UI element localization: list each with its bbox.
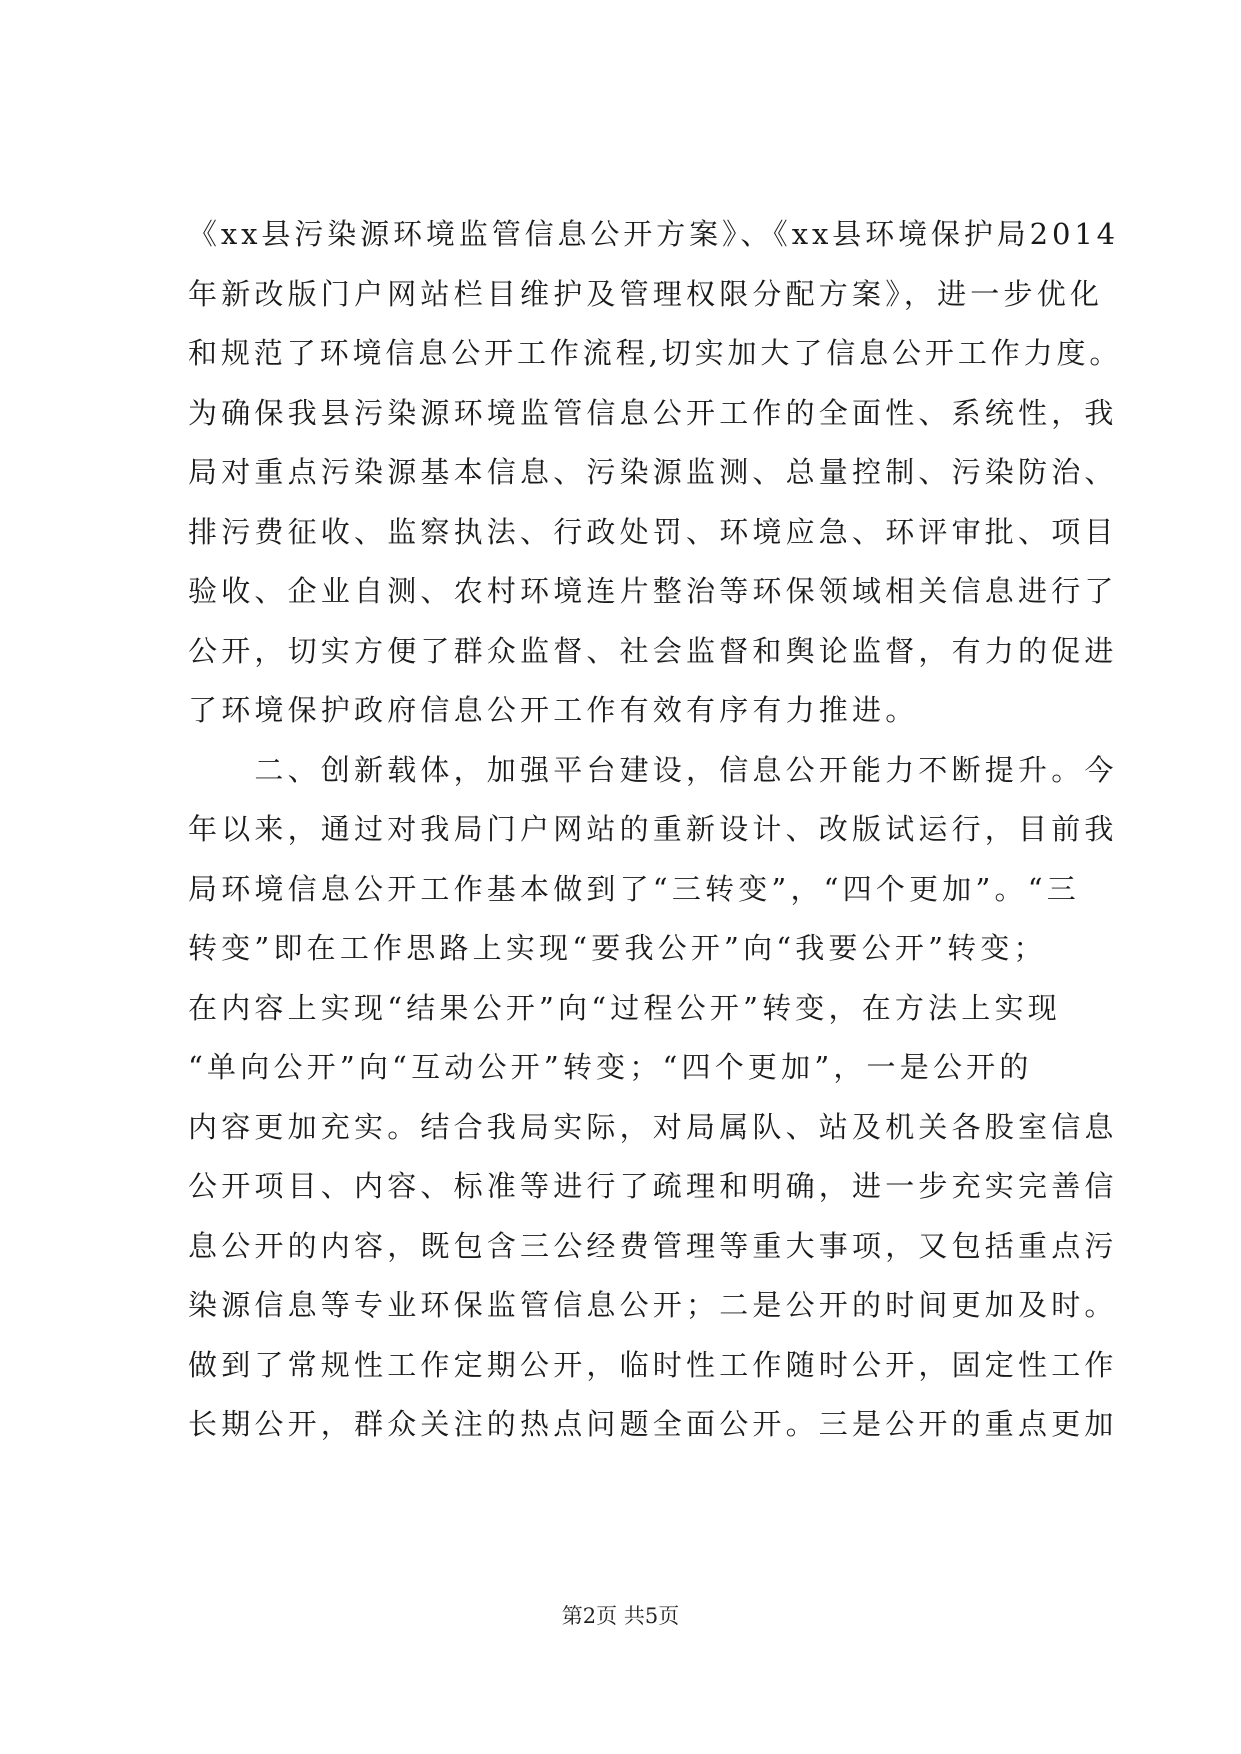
- text-line: “单向公开”向“互动公开”转变；“四个更加”，一是公开的: [188, 1050, 1033, 1084]
- text-line: 为确保我县污染源环境监管信息公开工作的全面性、系统性，我: [188, 395, 1118, 430]
- text-line: 公开项目、内容、标准等进行了疏理和明确，进一步充实完善信: [188, 1169, 1118, 1203]
- text-line: 局环境信息公开工作基本做到了“三转变”，“四个更加”。“三: [188, 871, 1080, 906]
- text-line: 在内容上实现“结果公开”向“过程公开”转变，在方法上实现: [188, 990, 1061, 1025]
- text-line: 《xx县污染源环境监管信息公开方案》、《xx县环境保护局2014: [188, 217, 1120, 251]
- text-line: 转变”即在工作思路上实现“要我公开”向“我要公开”转变；: [188, 931, 1047, 965]
- text-line: 二、创新载体，加强平台建设，信息公开能力不断提升。今: [188, 752, 1118, 787]
- text-line: 排污费征收、监察执法、行政处罚、环境应急、环评审批、项目: [188, 514, 1118, 549]
- text-line: 公开，切实方便了群众监督、社会监督和舆论监督，有力的促进: [188, 633, 1118, 668]
- page-footer: 第2页 共5页: [561, 1604, 680, 1628]
- body-text: [188, 205, 1128, 1455]
- text-line: 做到了常规性工作定期公开，临时性工作随时公开，固定性工作: [188, 1347, 1118, 1382]
- text-line: 内容更加充实。结合我局实际，对局属队、站及机关各股室信息: [188, 1109, 1118, 1144]
- text-line: 验收、企业自测、农村环境连片整治等环保领域相关信息进行了: [188, 574, 1118, 608]
- text-line: 年新改版门户网站栏目维护及管理权限分配方案》，进一步优化: [188, 276, 1104, 311]
- text-line: 息公开的内容，既包含三公经费管理等重大事项，又包括重点污: [188, 1228, 1118, 1263]
- text-line: 局对重点污染源基本信息、污染源监测、总量控制、污染防治、: [188, 455, 1118, 489]
- text-line: 了环境保护政府信息公开工作有效有序有力推进。: [188, 693, 919, 727]
- text-line: 染源信息等专业环保监管信息公开；二是公开的时间更加及时。: [188, 1288, 1118, 1322]
- text-line: 和规范了环境信息公开工作流程,切实加大了信息公开工作力度。: [188, 336, 1123, 370]
- text-line: 长期公开，群众关注的热点问题全面公开。三是公开的重点更加: [188, 1407, 1118, 1441]
- text-line: 年以来，通过对我局门户网站的重新设计、改版试运行，目前我: [188, 812, 1118, 846]
